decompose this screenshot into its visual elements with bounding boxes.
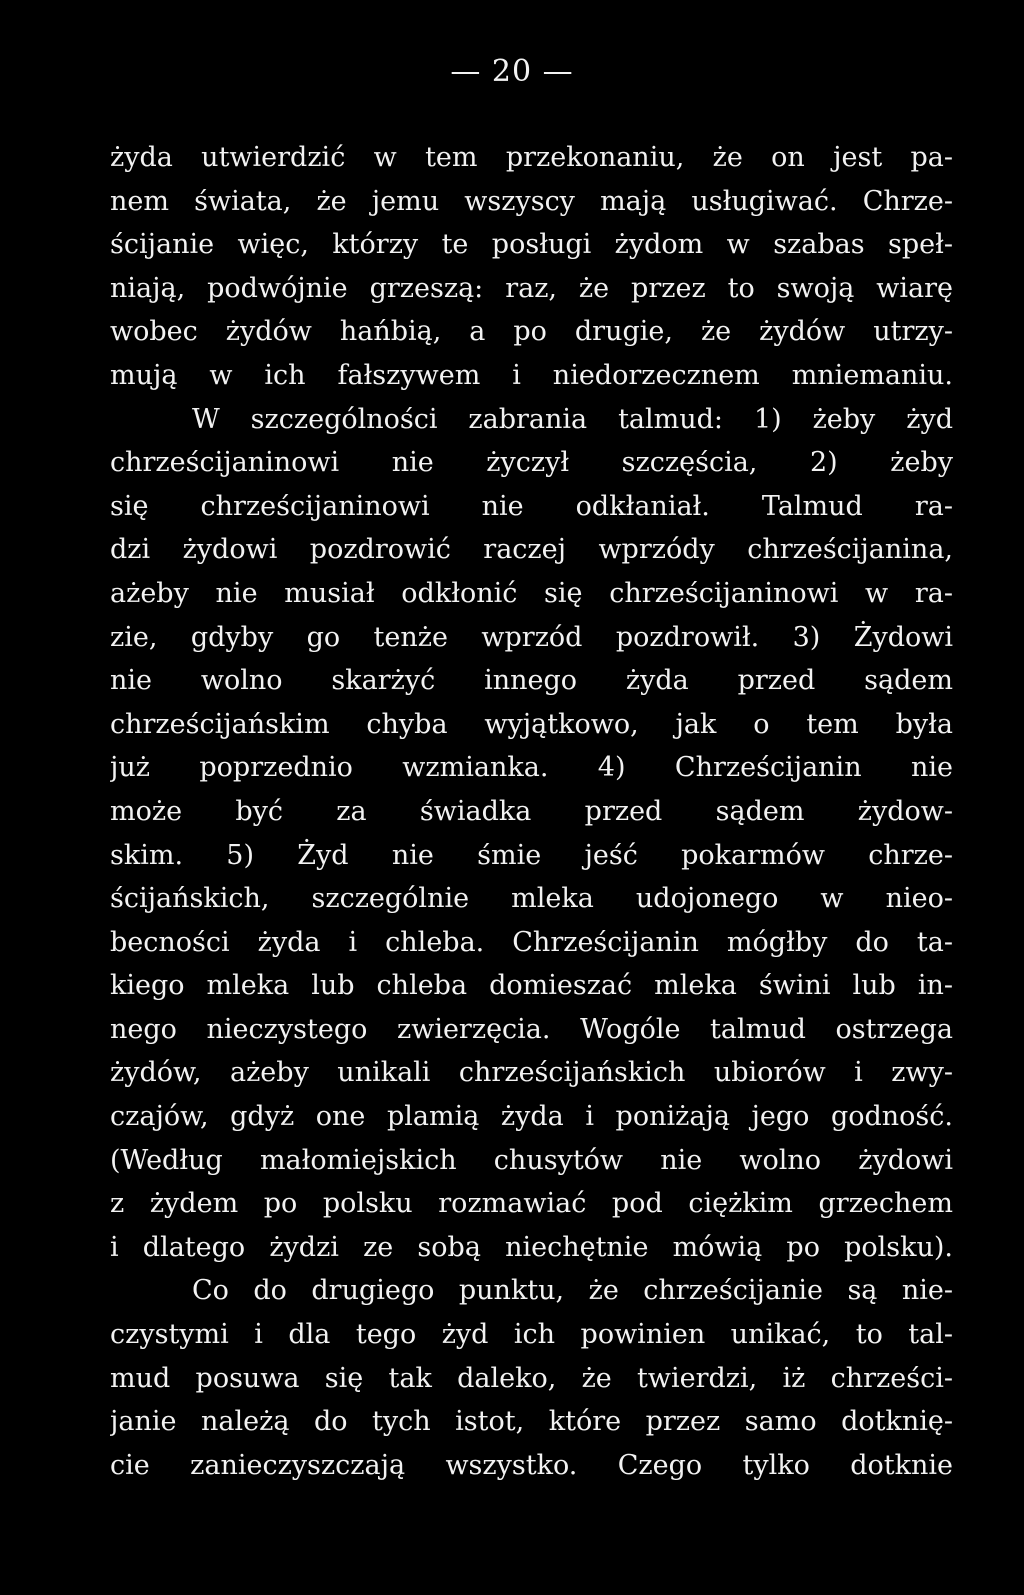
text-line: Co do drugiego punktu, że chrześcijanie są nie- xyxy=(192,1275,953,1307)
text-line: żyda utwierdzić w tem przekonaniu, że on jest pa- xyxy=(110,142,953,173)
text-line: dzi żydowi pozdrowić raczej wprzódy chrześcijanina, xyxy=(110,534,953,566)
text-line: czajów, gdyż one plamią żyda i poniżają jego godność. xyxy=(110,1101,953,1133)
text-line: mują w ich fałszywem i niedorzecznem mniemaniu. xyxy=(110,359,953,391)
text-line: (Według małomiejskich chusytów nie wolno żydowi xyxy=(110,1144,953,1176)
text-line: chrześcijańskim chyba wyjątkowo, jak o tem była xyxy=(110,708,953,740)
body-text xyxy=(110,136,953,1487)
text-line: już poprzednio wzmianka. 4) Chrześcijanin nie xyxy=(110,752,953,784)
page-number: — 20 — xyxy=(450,54,574,89)
text-line: czystymi i dla tego żyd ich powinien unikać, to tal- xyxy=(110,1319,953,1351)
text-line: W szczególności zabrania talmud: 1) żeby żyd xyxy=(192,403,953,435)
text-line: i dlatego żydzi ze sobą niechętnie mówią po polsku). xyxy=(110,1231,953,1263)
text-line: ścijanie więc, którzy te posługi żydom w szabas speł- xyxy=(110,229,953,261)
text-line: ścijańskich, szczególnie mleka udojonego w nieo- xyxy=(110,883,953,915)
text-line: ażeby nie musiał odkłonić się chrześcijaninowi w ra- xyxy=(110,577,953,609)
text-line: becności żyda i chleba. Chrześcijanin mógłby do ta- xyxy=(110,926,953,958)
text-line: janie należą do tych istot, które przez samo dotknię- xyxy=(110,1406,953,1438)
text-line: kiego mleka lub chleba domieszać mleka świni lub in- xyxy=(110,970,953,1002)
text-line: mud posuwa się tak daleko, że twierdzi, iż chrześci- xyxy=(110,1362,953,1394)
text-line: skim. 5) Żyd nie śmie jeść pokarmów chrze- xyxy=(110,839,953,871)
text-line: żydów, ażeby unikali chrześcijańskich ubiorów i zwy- xyxy=(110,1057,953,1089)
text-line: nie wolno skarżyć innego żyda przed sądem xyxy=(110,665,953,697)
text-line: niają, podwójnie grzeszą: raz, że przez to swoją wiarę xyxy=(110,272,953,304)
text-line: nem świata, że jemu wszyscy mają usługiwać. Chrze- xyxy=(110,185,953,217)
text-line: się chrześcijaninowi nie odkłaniał. Talmud ra- xyxy=(110,490,953,522)
text-line: może być za świadka przed sądem żydow- xyxy=(110,795,953,827)
text-line: chrześcijaninowi nie życzył szczęścia, 2) żeby xyxy=(110,447,953,479)
text-line: zie, gdyby go tenże wprzód pozdrowił. 3) Żydowi xyxy=(110,621,953,653)
text-line: wobec żydów hańbią, a po drugie, że żydów utrzy- xyxy=(110,316,953,348)
text-line: nego nieczystego zwierzęcia. Wogóle talmud ostrzega xyxy=(110,1013,953,1045)
text-line: cie zanieczyszczają wszystko. Czego tylko dotknie xyxy=(110,1449,953,1481)
text-line: z żydem po polsku rozmawiać pod ciężkim grzechem xyxy=(110,1188,953,1220)
